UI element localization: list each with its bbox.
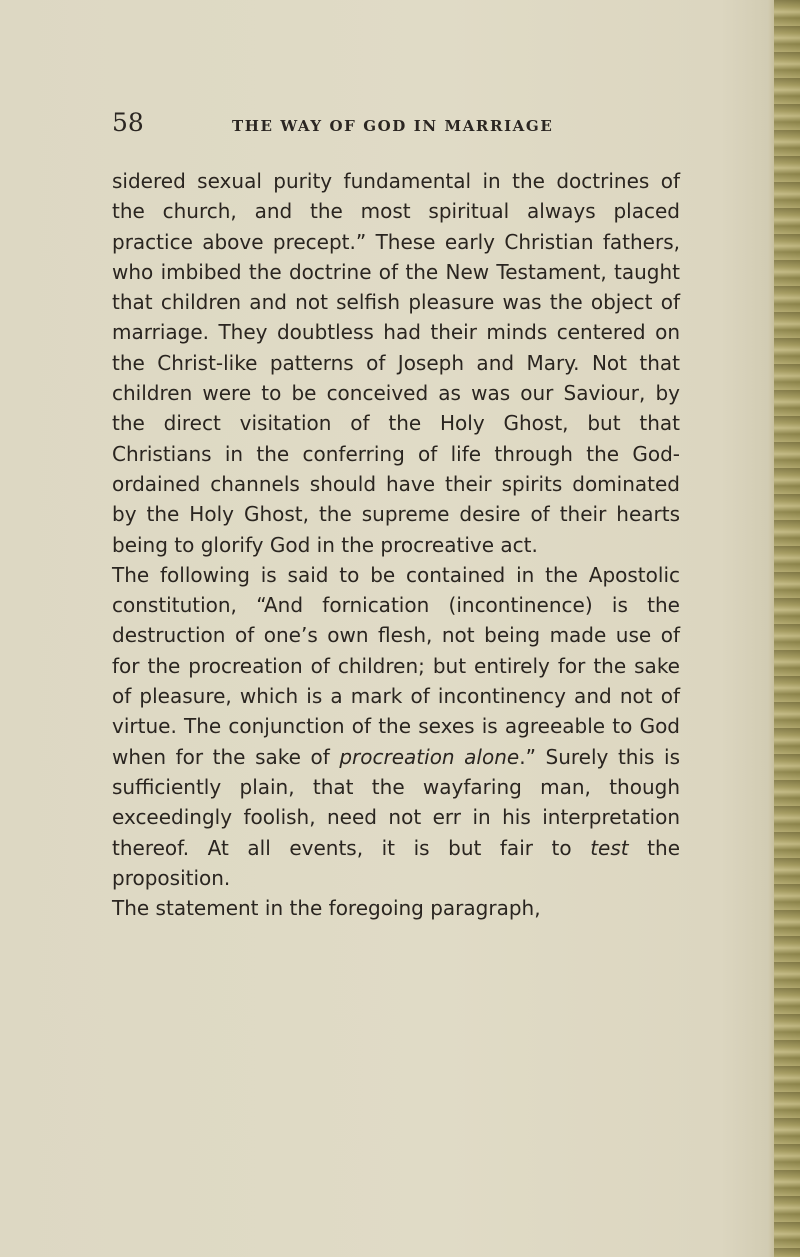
emphasized-text: procreation alone (339, 744, 520, 769)
paragraph-text: the proposition. (112, 835, 680, 890)
paragraph (112, 893, 680, 923)
page-edge (774, 0, 800, 1257)
paragraph-text: .” Surely this is sufficiently plain, that the wayfaring man, though exceedingly foolish, need not err in his interpretation thereof. At all events, it is but fair to (112, 744, 680, 860)
paragraph (112, 560, 680, 893)
paragraph-text: sidered sexual purity fundamental in the doctrines of the church, and the most spiritual always placed practice above precept.” These early Christian fathers, who imbibed the doctrine of the New Testament, taught that children and not selfish pleasure was the object of marriage. They doubtless had their minds centered on the Christ-like patterns of Joseph and Mary. Not that children were to be conceived as was our Saviour, by the direct visitation of the Holy Ghost, but that Christians in the conferring of life through the God-ordained channels should have their spirits dominated by the Holy Ghost, the supreme desire of their hearts being to glorify God in the procreative act. (112, 169, 680, 557)
paragraph (112, 166, 680, 560)
body-text (112, 166, 680, 923)
paragraph-text: The statement in the foregoing paragraph, (112, 896, 541, 921)
running-head: THE WAY OF GOD IN MARRIAGE (232, 117, 554, 135)
emphasized-text: test (590, 835, 629, 860)
paragraph-text: The following is said to be contained in the Apostolic constitution, “And fornication (incontinence) is the destruction of one’s own flesh, not being made use of for the procreation of children; but entirely for the sake of pleasure, which is a mark of incontinency and not of virtue. The conjunction of the sexes is agreeable to God when for the sake of (112, 562, 680, 769)
page-number: 58 (112, 108, 144, 137)
page-header (0, 108, 800, 148)
